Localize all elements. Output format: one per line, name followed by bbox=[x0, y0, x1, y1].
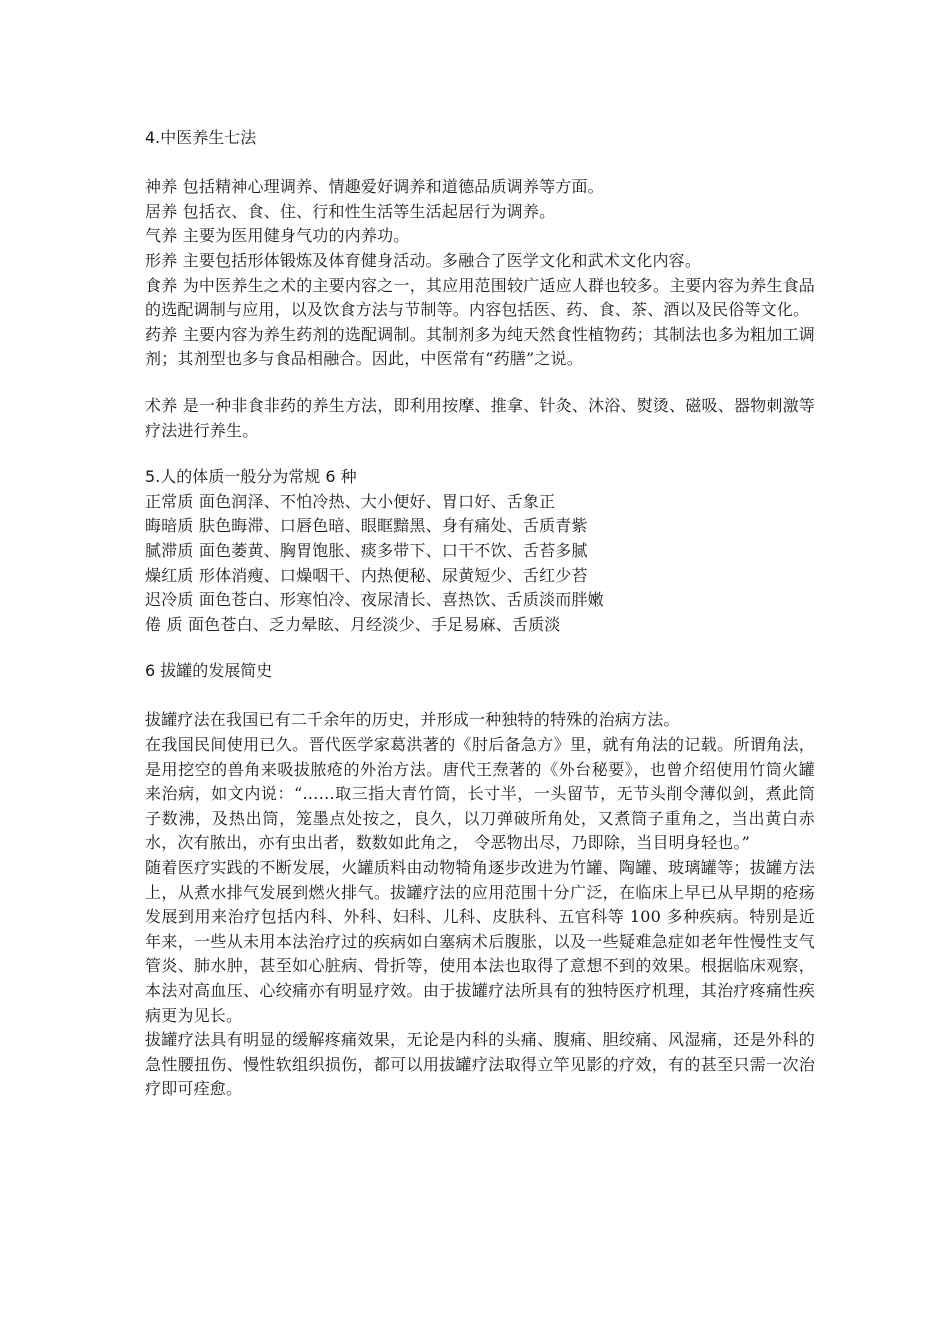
section-6-paragraph: 拔罐疗法具有明显的缓解疼痛效果，无论是内科的头痛、腹痛、胆绞痛、风湿痛，还是外科的急性腰扭伤、慢性软组织损伤，都可以用拔罐疗法取得立竿见影的疗效，有的甚至只需一次治疗即可痊愈。 bbox=[145, 1030, 815, 1099]
section-6-paragraph: 拔罐疗法在我国已有二千余年的历史，并形成一种独特的特殊的治病方法。 bbox=[145, 710, 680, 730]
constitution-item: 腻滞质 面色萎黄、胸胃饱胀、痰多带下、口干不饮、舌苔多腻 bbox=[145, 540, 588, 560]
section-4-extra: 术养 是一种非食非药的养生方法，即利用按摩、推拿、针灸、沐浴、熨烫、磁吸、器物刺激等疗法进行养生。 bbox=[145, 395, 815, 440]
section-4-item: 气养 主要为医用健身气功的内养功。 bbox=[145, 226, 410, 246]
document-body bbox=[145, 126, 815, 1102]
constitution-item: 燥红质 形体消瘦、口燥咽干、内热便秘、尿黄短少、舌红少苔 bbox=[145, 565, 588, 585]
section-4-heading: 4.中医养生七法 bbox=[145, 128, 257, 147]
section-4-item: 药养 主要内容为养生药剂的选配调制。其制剂多为纯天然食性植物药；其制法也多为粗加工调剂；其剂型也多与食品相融合。因此，中医常有“药膳”之说。 bbox=[145, 324, 815, 369]
constitution-item: 迟冷质 面色苍白、形寒怕冷、夜尿清长、喜热饮、舌质淡而胖嫩 bbox=[145, 590, 604, 610]
constitution-item: 倦 质 面色苍白、乏力晕眩、月经淡少、手足易麻、舌质淡 bbox=[145, 614, 561, 634]
constitution-item: 正常质 面色润泽、不怕冷热、大小便好、胃口好、舌象正 bbox=[145, 491, 556, 511]
section-4-item: 神养 包括精神心理调养、情趣爱好调养和道德品质调养等方面。 bbox=[145, 177, 604, 197]
constitution-item: 晦暗质 肤色晦滞、口唇色暗、眼眶黯黑、身有痛处、舌质青紫 bbox=[145, 516, 588, 536]
section-6-paragraph: 随着医疗实践的不断发展，火罐质料由动物犄角逐步改进为竹罐、陶罐、玻璃罐等；拔罐方法上，从煮水排气发展到燃火排气。拔罐疗法的应用范围十分广泛，在临床上早已从早期的疮疡发展到用来治疗包括内科、外科、妇科、儿科、皮肤科、五官科等 100 多种疾病。特别是近年来，一些从未用本法治疗过的疾病如白塞病术后腹胀，以及一些疑难急症如老年性慢性支气管炎、肺水肿，甚至如心脏病、骨折等，使用本法也取得了意想不到的效果。根据临床观察，本法对高血压、心绞痛亦有明显疗效。由于拔罐疗法所具有的独特医疗机理，其治疗疼痛性疾病更为见长。 bbox=[145, 858, 815, 1025]
section-4-item: 食养 为中医养生之术的主要内容之一，其应用范围较广适应人群也较多。主要内容为养生食品的选配调制与应用，以及饮食方法与节制等。内容包括医、药、食、茶、酒以及民俗等文化。 bbox=[145, 275, 815, 320]
section-4-item: 居养 包括衣、食、住、行和性生活等生活起居行为调养。 bbox=[145, 201, 556, 221]
section-4-item: 形养 主要包括形体锻炼及体育健身活动。多融合了医学文化和武术文化内容。 bbox=[145, 250, 702, 270]
section-6-heading: 6 拔罐的发展简史 bbox=[145, 661, 273, 681]
section-5-heading: 5.人的体质一般分为常规 6 种 bbox=[145, 467, 357, 487]
section-6-paragraph: 在我国民间使用已久。晋代医学家葛洪著的《肘后备急方》里，就有角法的记载。所谓角法，是用挖空的兽角来吸拔脓疮的外治方法。唐代王焘著的《外台秘要》，也曾介绍使用竹筒火罐来治病，如文内说：“……取三指大青竹筒，长寸半，一头留节，无节头削令薄似剑，煮此筒子数沸，及热出筒，笼墨点处按之，良久，以刀弹破所角处，又煮筒子重角之，当出黄白赤水，次有脓出，亦有虫出者，数数如此角之， 令恶物出尽，乃即除，当目明身轻也。” bbox=[145, 735, 815, 853]
